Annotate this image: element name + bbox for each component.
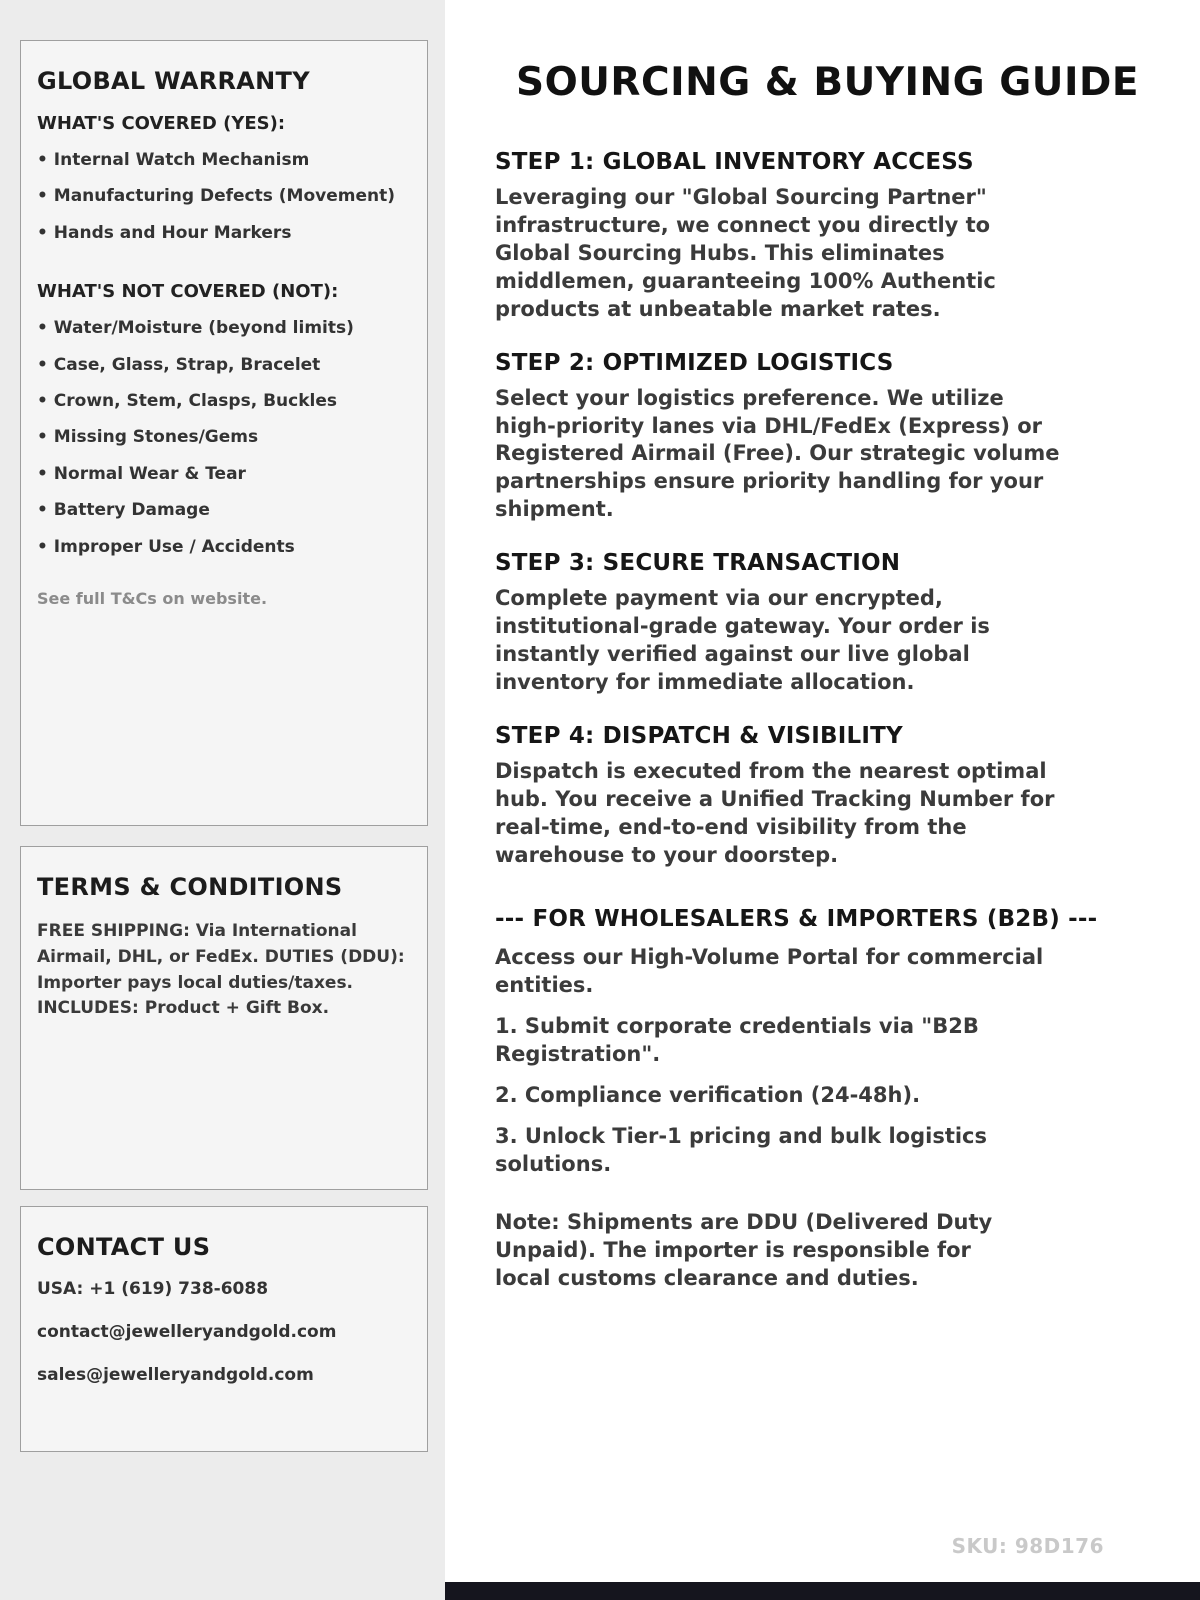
step-3-heading: STEP 3: SECURE TRANSACTION — [495, 550, 901, 577]
list-item: • Battery Damage — [37, 500, 411, 520]
step-1-heading: STEP 1: GLOBAL INVENTORY ACCESS — [495, 149, 974, 175]
main-content — [445, 0, 1200, 1600]
step-4-body: Dispatch is executed from the nearest optimal hub. You receive a Unified Tracking Number for real-time, end-to-end visibility from the warehouse to your doorstep. — [495, 758, 1055, 867]
list-item: • Normal Wear & Tear — [37, 464, 411, 484]
contact-title: CONTACT US — [37, 1233, 211, 1261]
sidebar — [0, 0, 445, 1600]
step-4-heading: STEP 4: DISPATCH & VISIBILITY — [495, 722, 903, 749]
contact-email-primary: contact@jewelleryandgold.com — [37, 1322, 337, 1342]
warranty-panel — [20, 40, 428, 826]
covered-list — [37, 150, 411, 243]
step-2-body: Select your logistics preference. We utilize high-priority lanes via DHL/FedEx (Express) or Registered Airmail (Free). Our strategic volume partnerships ensure priority handling for your shipment. — [495, 385, 1060, 522]
b2b-note: Note: Shipments are DDU (Delivered Duty Unpaid). The importer is responsible for local customs clearance and duties. — [495, 1210, 993, 1290]
not-covered-list — [37, 318, 411, 557]
b2b-item: 1. Submit corporate credentials via "B2B Registration". — [495, 1014, 979, 1067]
contact-phone: USA: +1 (619) 738-6088 — [37, 1279, 269, 1299]
b2b-intro: Access our High-Volume Portal for commercial entities. — [495, 944, 1044, 997]
list-item: • Hands and Hour Markers — [37, 223, 411, 243]
warranty-title: GLOBAL WARRANTY — [37, 67, 310, 95]
list-item: • Crown, Stem, Clasps, Buckles — [37, 391, 411, 411]
b2b-heading: --- FOR WHOLESALERS & IMPORTERS (B2B) --- — [495, 905, 1098, 932]
step-1-section — [495, 149, 1160, 324]
step-3-section — [495, 550, 1160, 697]
step-2-heading: STEP 2: OPTIMIZED LOGISTICS — [495, 349, 894, 376]
b2b-section — [495, 906, 1160, 1293]
contact-panel — [20, 1206, 428, 1452]
b2b-item: 3. Unlock Tier-1 pricing and bulk logistics solutions. — [495, 1124, 988, 1177]
terms-title: TERMS & CONDITIONS — [37, 873, 343, 901]
not-covered-heading: WHAT'S NOT COVERED (NOT): — [37, 281, 339, 303]
step-1-body: Leveraging our "Global Sourcing Partner" infrastructure, we connect you directly to Global Sourcing Hubs. This eliminates middlemen, guaranteeing 100% Authentic products at unbeatable market rates. — [495, 185, 996, 321]
terms-body: FREE SHIPPING: Via International Airmail, DHL, or FedEx. DUTIES (DDU): Importer pays local duties/taxes. INCLUDES: Product + Gift Box. — [37, 921, 405, 1019]
list-item: • Water/Moisture (beyond limits) — [37, 318, 411, 338]
list-item: • Case, Glass, Strap, Bracelet — [37, 355, 411, 375]
page-title: SOURCING & BUYING GUIDE — [516, 60, 1139, 105]
covered-heading: WHAT'S COVERED (YES): — [37, 113, 286, 134]
warranty-footnote: See full T&Cs on website. — [37, 588, 268, 608]
list-item: • Missing Stones/Gems — [37, 427, 411, 447]
bottom-bar — [445, 1582, 1200, 1600]
terms-panel — [20, 846, 428, 1190]
list-item: • Improper Use / Accidents — [37, 537, 411, 557]
b2b-item: 2. Compliance verification (24-48h). — [495, 1083, 921, 1108]
sku-label: SKU: 98D176 — [951, 1534, 1104, 1558]
step-3-body: Complete payment via our encrypted, institutional-grade gateway. Your order is instantly verified against our live global inventory for immediate allocation. — [495, 586, 990, 694]
list-item: • Manufacturing Defects (Movement) — [37, 186, 411, 206]
step-2-section — [495, 350, 1160, 525]
contact-email-sales: sales@jewelleryandgold.com — [37, 1365, 314, 1385]
list-item: • Internal Watch Mechanism — [37, 150, 411, 170]
step-4-section — [495, 723, 1160, 870]
